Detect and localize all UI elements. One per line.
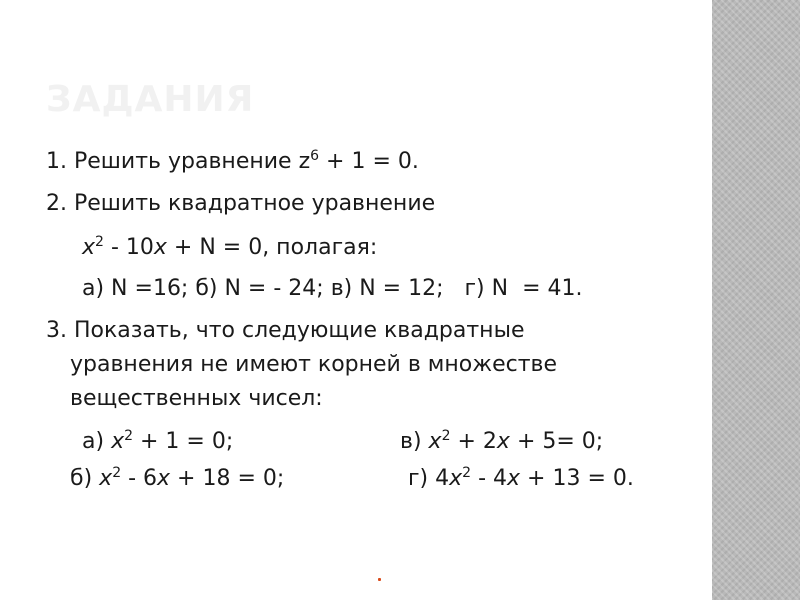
equation-a-prefix: а): [82, 429, 112, 454]
equation-a-rest: + 1 = 0;: [133, 429, 234, 454]
task-1: [46, 148, 419, 176]
equation-v-x2: x: [496, 429, 510, 454]
equation-b-mid: - 6: [121, 466, 158, 491]
task-2-number: 2.: [46, 191, 67, 216]
equation-g-rest: + 13 = 0.: [520, 466, 634, 491]
task-1-text: Решить уравнение z: [74, 149, 311, 174]
equation-g-exponent: 2: [462, 465, 472, 481]
task-1-number: 1.: [46, 149, 67, 174]
task-2-eq-exponent: 2: [95, 234, 104, 250]
equation-b-prefix: б): [70, 466, 100, 491]
equation-g-x: x: [449, 466, 463, 491]
equation-v: [400, 428, 603, 456]
footer-dot: [378, 578, 381, 581]
equation-v-exponent: 2: [441, 428, 451, 444]
task-1-exponent: 6: [310, 148, 320, 164]
equation-v-rest: + 5= 0;: [509, 429, 604, 454]
task-1-rest: + 1 = 0.: [319, 149, 419, 174]
equation-a: [82, 428, 233, 456]
task-2-eq-x2: x: [153, 235, 167, 260]
task-3-line-2: уравнения не имеют корней в множестве: [70, 352, 558, 377]
task-2-text: Решить квадратное уравнение: [74, 191, 436, 216]
equation-b-rest: + 18 = 0;: [170, 466, 285, 491]
equation-v-x: x: [428, 429, 442, 454]
task-2-eq-mid: - 10: [103, 235, 154, 260]
task-3-line-3: вещественных чисел:: [70, 386, 323, 411]
equation-a-x: x: [111, 429, 125, 454]
task-3-text-1: Показать, что следующие квадратные: [74, 318, 525, 343]
task-2-eq-x: x: [82, 235, 96, 260]
equation-g-prefix: г) 4: [408, 466, 450, 491]
task-3-line-1: [46, 317, 524, 345]
task-3-number: 3.: [46, 318, 67, 343]
equation-v-mid: + 2: [450, 429, 497, 454]
slide-title: ЗАДАНИЯ: [46, 79, 255, 120]
equation-g: [408, 465, 634, 493]
equation-b: [70, 465, 284, 493]
equation-v-prefix: в): [400, 429, 429, 454]
task-2-eq-rest: + N = 0, полагая:: [166, 235, 378, 260]
equation-g-x2: x: [507, 466, 521, 491]
equation-b-x: x: [99, 466, 113, 491]
task-2-equation: [82, 234, 377, 262]
task-2-cases: а) N =16; б) N = - 24; в) N = 12; г) N = 41.: [82, 276, 583, 301]
equation-a-exponent: 2: [124, 428, 134, 444]
side-pattern-panel: [712, 0, 800, 600]
equation-b-exponent: 2: [112, 465, 122, 481]
equation-b-x2: x: [157, 466, 171, 491]
task-2: [46, 190, 435, 218]
equation-g-mid: - 4: [471, 466, 508, 491]
